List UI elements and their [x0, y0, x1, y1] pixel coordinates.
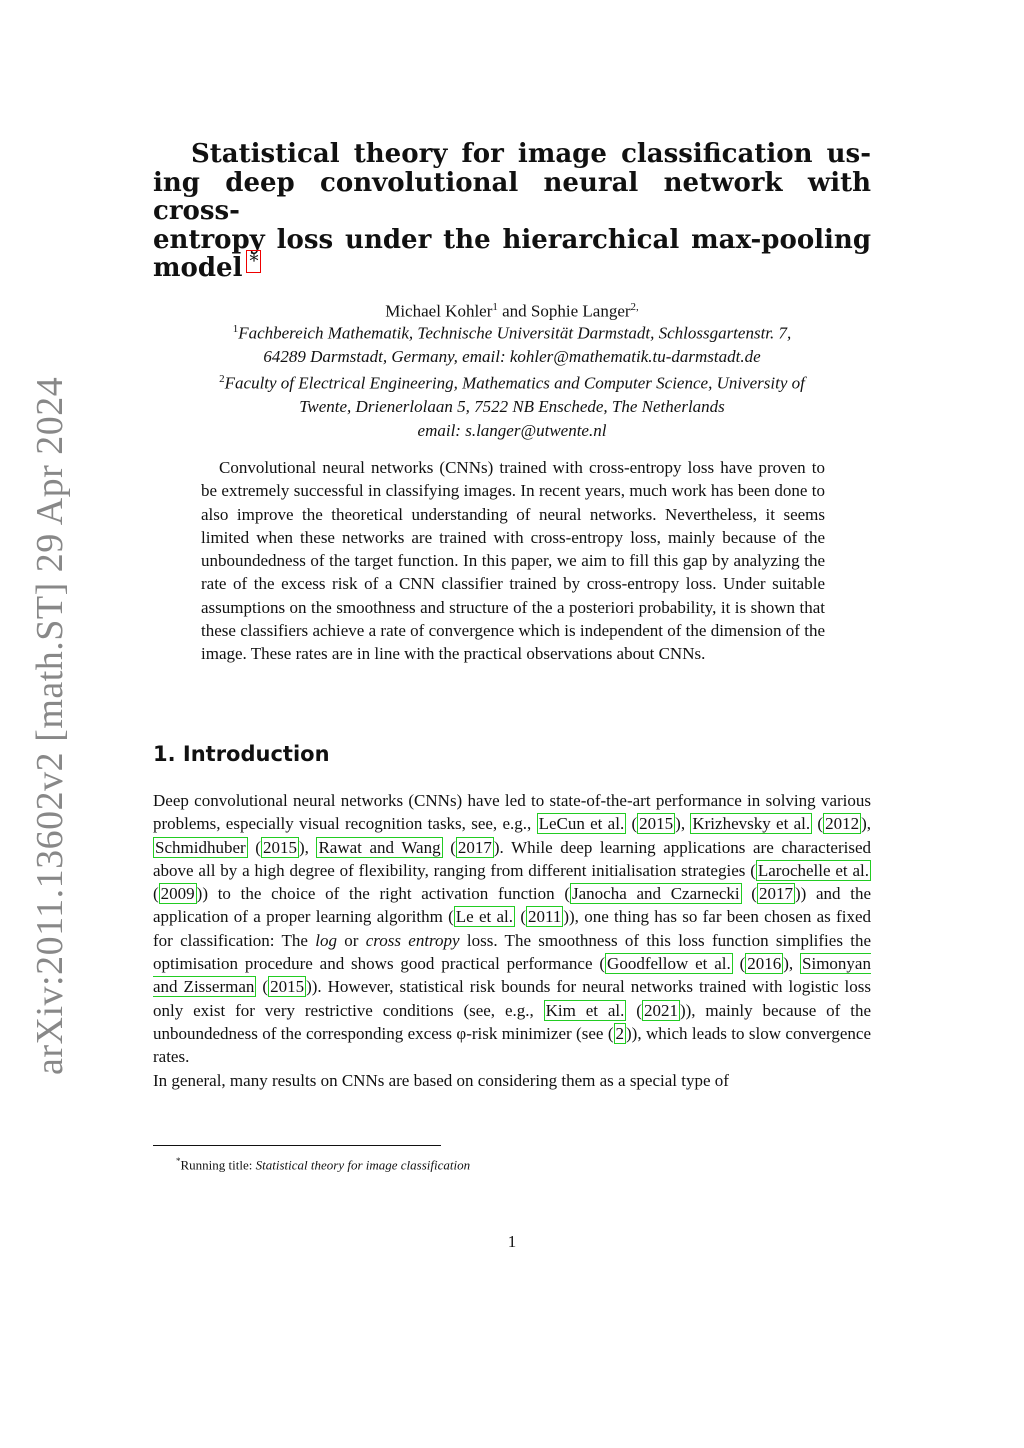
introduction-body [153, 789, 871, 1092]
title-footnote-link[interactable]: * [246, 250, 261, 273]
emphasis-log: log [315, 930, 337, 950]
citation-year-rawat-wang[interactable]: 2017 [457, 837, 492, 857]
intro-text: ( [256, 977, 269, 997]
citation-year-goodfellow[interactable]: 2016 [747, 954, 782, 974]
footnote-running-title: Statistical theory for image classification [255, 1157, 471, 1173]
intro-text: ), [783, 954, 801, 974]
citation-year-janocha[interactable]: 2017 [758, 884, 793, 904]
affiliation-2-line-1 [153, 368, 871, 395]
citation-year-schmidhuber[interactable]: 2015 [262, 837, 297, 857]
intro-text: ( [626, 1000, 642, 1020]
equation-ref-2[interactable]: 2 [615, 1023, 624, 1043]
citation-schmidhuber[interactable]: Schmidhuber [155, 837, 246, 857]
footnote-label: Running title: [180, 1157, 256, 1173]
intro-paragraph-2: In general, many results on CNNs are based on considering them as a special type of [153, 1070, 729, 1090]
author-kohler-affil: 1 [492, 301, 498, 313]
citation-year-lecun[interactable]: 2015 [639, 814, 674, 834]
citation-le[interactable]: Le et al. [455, 907, 514, 927]
citation-goodfellow[interactable]: Goodfellow et al. [607, 954, 731, 974]
intro-text: )) to the choice of the right activation function ( [196, 884, 570, 904]
affiliations [153, 318, 871, 442]
intro-text: )), mainly because of the unboundedness of the corresponding excess φ-risk minimizer (see ( [153, 1000, 871, 1043]
citation-rawat-wang[interactable]: Rawat and Wang [318, 837, 441, 857]
intro-text: ), [298, 837, 317, 857]
paper-title [153, 140, 871, 283]
intro-text: )), which leads to slow convergence rates. [153, 1023, 871, 1067]
title-line-3: entropy loss under the hierarchical max-pooling [153, 224, 871, 255]
citation-janocha[interactable]: Janocha and Czarnecki [572, 884, 740, 904]
intro-text: loss. The smoothness of this loss function simplifies the optimisation procedure and shows good practical performance ( [153, 930, 872, 974]
footnote [176, 1153, 470, 1173]
footnote-mark: * [176, 1156, 181, 1166]
author-langer-affil: 2, [630, 301, 639, 313]
intro-text: ). While deep learning applications are characterised above all by a high degree of flexibility, ranging from different initialisation strategies ( [153, 837, 872, 880]
intro-text: ( [741, 884, 757, 904]
page-number: 1 [507, 1232, 517, 1251]
footnote-rule [153, 1145, 441, 1146]
affiliation-1-line-1 [153, 318, 871, 345]
citation-kim[interactable]: Kim et al. [545, 1000, 625, 1020]
affiliation-2-email: email: s.langer@utwente.nl [417, 420, 607, 440]
emphasis-cross-entropy: cross entropy [365, 930, 460, 950]
intro-text: )). However, statistical risk bounds for neural networks trained with logistic loss only exist for very restrictive conditions (see, e.g., [153, 977, 872, 1020]
citation-year-le[interactable]: 2011 [527, 907, 562, 927]
title-line-1: Statistical theory for image classification us- [191, 139, 871, 169]
affiliation-2-line-2: Twente, Drienerlolaan 5, 7522 NB Enschede, The Netherlands [299, 397, 725, 417]
intro-text: ( [153, 884, 159, 904]
intro-text: ), [861, 814, 871, 834]
affiliation-2-mark: 2 [219, 373, 225, 386]
citation-year-krizhevsky[interactable]: 2012 [825, 814, 860, 834]
intro-text: ( [626, 814, 638, 834]
intro-text: ( [247, 837, 261, 857]
citation-year-larochelle[interactable]: 2009 [160, 884, 195, 904]
affiliation-1-line-2: 64289 Darmstadt, Germany, email: kohler@mathematik.tu-darmstadt.de [263, 346, 761, 366]
citation-lecun[interactable]: LeCun et al. [538, 814, 625, 834]
citation-year-simonyan[interactable]: 2015 [270, 977, 305, 997]
intro-text: )) and the application of a proper learning algorithm ( [153, 884, 871, 927]
affiliation-1-mark: 1 [232, 323, 239, 335]
intro-text: )), one thing has so far been chosen as fixed for classification: The [153, 907, 871, 950]
citation-year-kim[interactable]: 2021 [643, 1000, 678, 1020]
title-line-4 [153, 251, 871, 283]
citation-simonyan[interactable]: Simonyan and Zisserman [153, 954, 871, 997]
intro-text: ( [515, 907, 526, 927]
author-langer: and Sophie Langer [497, 301, 631, 321]
intro-text: ( [442, 837, 456, 857]
title-line-4-text: model [153, 253, 243, 283]
citation-larochelle[interactable]: Larochelle et al. [757, 860, 870, 880]
affiliation-2-text: Faculty of Electrical Engineering, Mathematics and Computer Science, University of [224, 373, 805, 393]
affiliation-1-text: Fachbereich Mathematik, Technische Universität Darmstadt, Schlossgartenstr. 7, [238, 323, 792, 343]
citation-krizhevsky[interactable]: Krizhevsky et al. [692, 814, 811, 834]
intro-text: ( [732, 954, 746, 974]
author-kohler: Michael Kohler [385, 301, 493, 321]
intro-text: Deep convolutional neural networks (CNNs) have led to state-of-the-art performance in solving various problems, especially visual recognition tasks, see, e.g., [153, 791, 871, 834]
title-line-2: ing deep convolutional neural network with cross- [153, 167, 871, 226]
intro-text: ), [675, 814, 691, 834]
intro-text: ( [812, 814, 824, 834]
abstract: Convolutional neural networks (CNNs) trained with cross-entropy loss have proven to be extremely successful in classifying images. In recent years, much work has been done to also improve the theoretical understanding of neural networks. Nevertheless, it seems limited when these networks are trained with cross-entropy loss, mainly because of the unboundedness of the target function. In this paper, we aim to fill this gap by analyzing the rate of the excess risk of a CNN classifier trained by cross-entropy loss. Under suitable assumptions on the smoothness and structure of the a posteriori probability, it is shown that these classifiers achieve a rate of convergence which is independent of the dimension of the image. These rates are in line with the practical observations about CNNs. [201, 458, 825, 664]
arxiv-identifier: arXiv:2011.13602v2 [math.ST] 29 Apr 2024 [29, 376, 71, 1075]
intro-text: or [336, 930, 366, 950]
section-heading-introduction: 1. Introduction [153, 742, 330, 766]
